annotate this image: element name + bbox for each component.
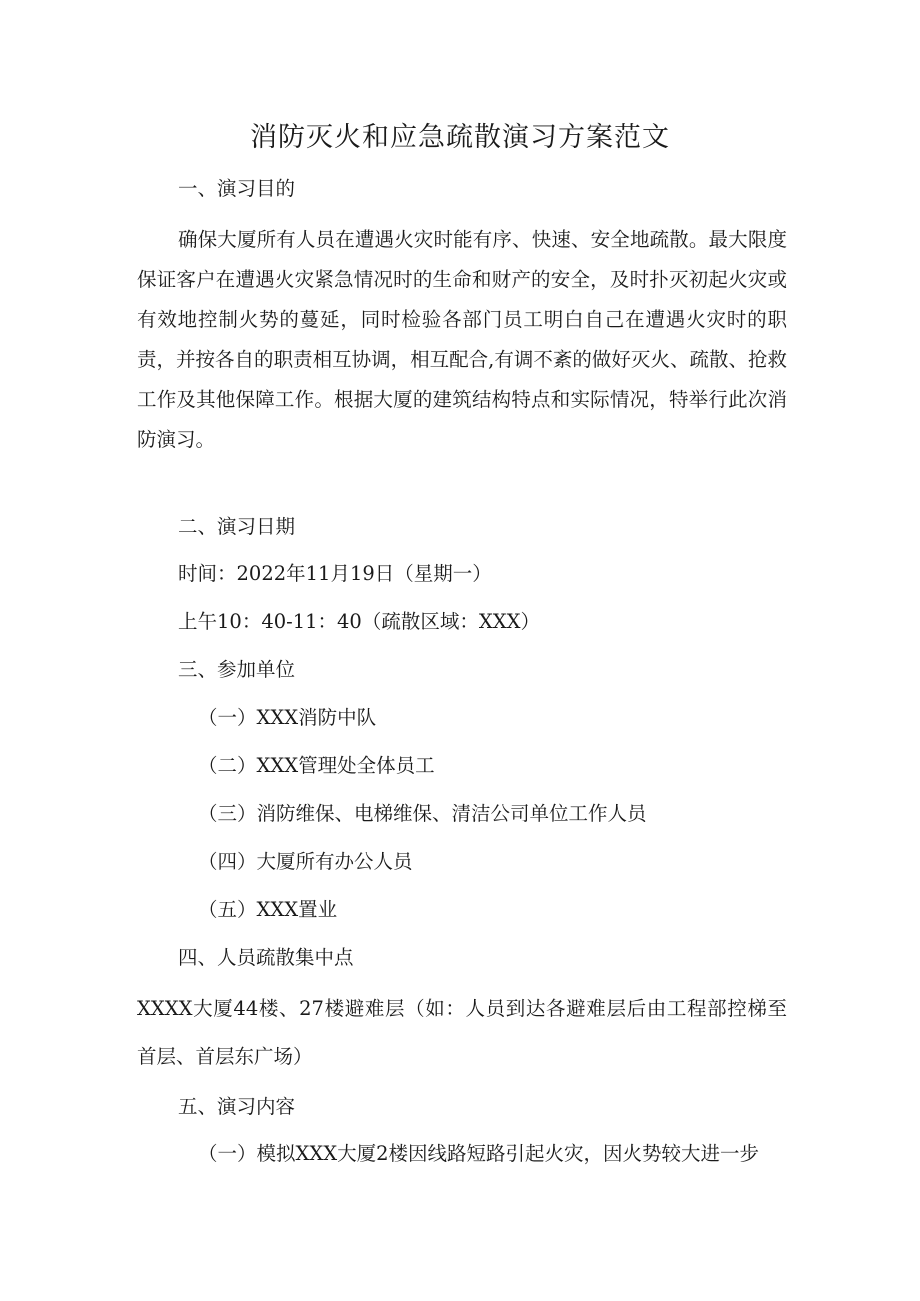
section-heading-content: 五、演习内容: [178, 1095, 296, 1118]
section-heading-date: 二、演习日期: [178, 515, 296, 538]
assembly-paragraph: XXXX大厦44楼、27楼避难层（如：人员到达各避难层后由工程部控梯至首层、首层东广场）: [137, 997, 787, 1068]
unit-item: （二）XXX管理处全体员工: [198, 754, 435, 777]
unit-item: （四）大厦所有办公人员: [198, 850, 413, 873]
section-heading-purpose: 一、演习目的: [178, 177, 296, 200]
unit-item: （三）消防维保、电梯维保、清洁公司单位工作人员: [198, 802, 647, 825]
section-heading-assembly: 四、人员疏散集中点: [178, 946, 354, 969]
date-time-line: 时间：2022年11月19日（星期一）: [178, 562, 492, 585]
purpose-paragraph: 确保大厦所有人员在遭遇火灾时能有序、快速、安全地疏散。最大限度保证客户在遭遇火灾紧急情况时的生命和财产的安全，及时扑灭初起火灾或有效地控制火势的蔓延，同时检验各部门员工明白自己在遭遇火灾时的职责，并按各自的职责相互协调，相互配合,有调不紊的做好灭火、疏散、抢救工作及其他保障工作。根据大厦的建筑结构特点和实际情况，特举行此次消防演习。: [137, 228, 787, 451]
unit-item: （五）XXX置业: [198, 898, 338, 921]
date-session-line: 上午10：40-11：40（疏散区域：XXX）: [178, 610, 540, 633]
section-heading-units: 三、参加单位: [178, 658, 296, 681]
unit-item: （一）XXX消防中队: [198, 706, 377, 729]
content-item: （一）模拟XXX大厦2楼因线路短路引起火灾，因火势较大进一步: [198, 1142, 760, 1165]
document-title: 消防灭火和应急疏散演习方案范文: [250, 122, 670, 153]
